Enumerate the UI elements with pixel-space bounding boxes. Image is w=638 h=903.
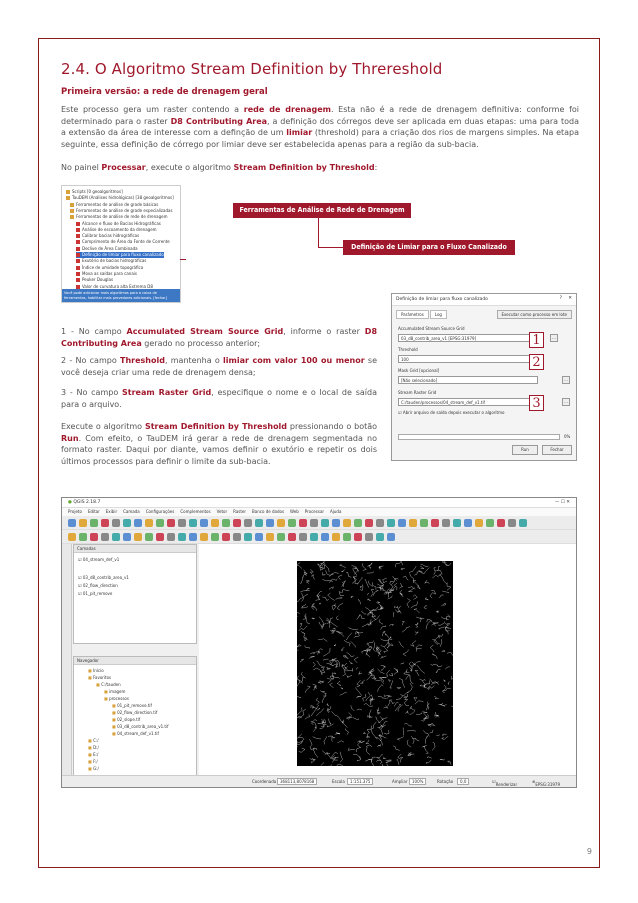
tree-item-label: Scripts [0 geoalgoritmos] [72,189,123,194]
folder-icon: ■ [88,752,92,757]
run-button[interactable]: Run [512,445,538,455]
menu-item[interactable]: Editar [87,509,100,514]
browser-item-label: 02_slope.tif [117,717,141,722]
threshold-field[interactable]: 100 [398,355,538,363]
toolbar-tool-icon[interactable] [343,533,351,541]
folder-icon: ■ [112,724,116,729]
toolbar-tool-icon[interactable] [167,533,175,541]
tree-item[interactable] [66,189,123,195]
toolbar-tool-icon[interactable] [420,519,428,527]
tab-log[interactable]: Log [430,310,447,319]
algorithm-icon [76,266,80,270]
open-output-checkbox[interactable]: ☑ Abrir arquivo de saída depois executar o algoritmo [398,410,505,415]
rotation-label: Rotação [437,779,454,784]
algorithm-icon [76,278,80,282]
scale-field[interactable]: 1:151.375 [347,778,373,785]
browser-item[interactable] [104,689,125,694]
toolbar-tool-icon[interactable] [79,533,87,541]
toolbar-tool-icon[interactable] [123,519,131,527]
label-accumulated: Accumulated Stream Source Grid [398,326,465,331]
tree-item-label: Valor de curvatura alta Extrema D8 [82,283,153,289]
browser-item-label: G:/ [93,766,99,771]
toolbar-tool-icon[interactable] [156,519,164,527]
tree-item-label: Exutório de bacias hidrográficas [82,258,147,264]
layer-label: 03_d8_contrib_area_v1 [82,575,129,580]
browser-item-label: E:/ [93,752,99,757]
menu-item[interactable]: Raster [233,509,247,514]
tree-item[interactable] [70,214,168,220]
tab-parametros[interactable]: Parâmetros [396,310,429,319]
algorithm-icon [70,203,74,207]
algorithm-icon [66,196,70,200]
help-icon[interactable]: ? [559,296,562,301]
browser-item[interactable] [104,696,129,701]
browser-item[interactable] [112,710,157,715]
callout-connector [318,247,344,248]
scale-label: Escala [332,779,345,784]
status-bar [62,775,576,787]
menu-item[interactable]: Web [290,509,299,514]
algorithm-icon [70,209,74,213]
render-checkbox[interactable]: ☑ Renderizar [492,779,518,787]
toolbar-tool-icon[interactable] [497,519,505,527]
browser-item-label: 03_d8_contrib_area_v1.tif [117,724,169,729]
layers-panel-title: Camadas [74,545,196,553]
tree-item-label: Ferramentas de análise de rede de drenagem [76,214,168,220]
layers-panel [73,544,197,644]
folder-icon: ■ [104,696,108,701]
qgis-menubar [62,508,576,516]
accumulated-field[interactable]: 03_d8_contrib_area_v1 [EPSG:31979] [398,334,538,342]
browser-item[interactable] [96,682,121,687]
browser-item-label: Início [93,668,104,673]
algorithm-icon [76,272,80,276]
processing-tree-screenshot [61,185,181,303]
browser-item-label: F:/ [93,759,98,764]
tree-item-label: Ferramentas de análise de grade básicas [76,201,159,207]
qgis-toolbar-2 [62,530,576,544]
folder-icon: ■ [112,710,116,715]
toolbar-tool-icon[interactable] [244,533,252,541]
checkbox-icon[interactable]: ☑ [78,575,82,580]
dialog-title: Definição de limiar para fluxo canalizado ? ✕ [392,294,576,306]
toolbar-tool-icon[interactable] [90,533,98,541]
qgis-title: ● QGIS 2.18.7 — ☐ ✕ [62,498,576,508]
stream-raster-field[interactable]: C:/tauden/processos/04_stream_def_v1.tif [398,398,538,406]
toolbar-tool-icon[interactable] [178,519,186,527]
toolbar-tool-icon[interactable] [134,519,142,527]
algorithm-dialog [391,293,577,461]
folder-icon: ■ [88,738,92,743]
folder-icon: ■ [112,703,116,708]
folder-icon: ■ [104,689,108,694]
tree-item-label: Alcance e fluxo de Bacias Hidrográficas [82,220,161,226]
toolbar-tool-icon[interactable] [288,519,296,527]
toolbar-tool-icon[interactable] [101,519,109,527]
mask-field[interactable]: [Não selecionado] [398,376,538,384]
toolbar-tool-icon[interactable] [222,519,230,527]
tree-item[interactable] [76,233,139,239]
toolbar-tool-icon[interactable] [442,519,450,527]
toolbar-tool-icon[interactable] [387,519,395,527]
label-stream-raster: Stream Raster Grid [398,390,437,395]
folder-icon: ■ [96,682,100,687]
menu-item[interactable]: Vetor [216,509,228,514]
toolbar-tool-icon[interactable] [167,519,175,527]
folder-icon: ■ [112,717,116,722]
badge-2: 2 [529,354,544,370]
toolbar-tool-icon[interactable] [310,533,318,541]
menu-item[interactable]: Processar [304,509,325,514]
browser-item-label: D:/ [93,745,99,750]
map-canvas[interactable] [199,544,577,776]
browser-item-label: 01_pit_remove.tif [117,703,152,708]
callout-connector [180,259,186,260]
menu-item[interactable]: Banco de dados [252,509,285,514]
toolbar-tool-icon[interactable] [90,519,98,527]
tree-item-label: Calibrar bacias hidrográficas [82,233,140,239]
stream-lines [297,561,453,766]
algorithm-icon [76,259,80,263]
toolbar-tool-icon[interactable] [277,533,285,541]
tree-item-label: Análise de escoamento da drenagem [82,226,157,232]
browser-item[interactable] [88,745,99,750]
toolbar-tool-icon[interactable] [365,533,373,541]
layer-label: 02_flow_direction [82,583,118,588]
browser-item[interactable] [88,766,99,771]
qgis-toolbar-1 [62,516,576,530]
tree-item[interactable] [76,271,137,277]
toolbar-tool-icon[interactable] [68,533,76,541]
menu-item[interactable]: Complementos [180,509,211,514]
toolbar-tool-icon[interactable] [277,519,285,527]
layer-item[interactable] [78,583,118,588]
toolbar-tool-icon[interactable] [332,519,340,527]
menu-item[interactable]: Configurações [145,509,175,514]
progress-percent: 0% [564,434,571,439]
menu-item[interactable]: Exibir [105,509,118,514]
close-icon[interactable]: ✕ [568,296,572,301]
toolbar-tool-icon[interactable] [299,533,307,541]
algorithm-icon [70,215,74,219]
toolbar-tool-icon[interactable] [68,519,76,527]
toolbar-tool-icon[interactable] [299,519,307,527]
browse-button[interactable]: … [552,335,556,340]
toolbar-tool-icon[interactable] [112,533,120,541]
algorithm-icon [76,247,80,251]
batch-button[interactable]: Executar como processo em lote [497,310,572,319]
browser-item-label: 02_flow_direction.tif [117,710,158,715]
toolbar-tool-icon[interactable] [145,533,153,541]
toolbar-tool-icon[interactable] [288,533,296,541]
label-mask: Mask Grid [opcional] [398,368,440,373]
drainage-network [297,561,453,766]
toolbar-tool-icon[interactable] [266,519,274,527]
zoom-field[interactable]: 100% [409,778,426,785]
checkbox-icon[interactable]: ☑ [78,591,82,596]
tree-item-label: Mova as saídas para canais [82,270,137,276]
menu-item[interactable]: Ajuda [330,509,342,514]
toolbar-tool-icon[interactable] [266,533,274,541]
toolbar-tool-icon[interactable] [453,519,461,527]
toolbar-tool-icon[interactable] [222,533,230,541]
window-controls[interactable]: — ☐ ✕ [554,500,570,505]
menu-item[interactable]: Projeto [68,509,82,514]
browse-button[interactable]: … [564,377,568,382]
browser-item-label: 04_stream_def_v1.tif [117,731,159,736]
toolbar-tool-icon[interactable] [233,519,241,527]
toolbar-tool-icon[interactable] [398,519,406,527]
tree-item[interactable] [66,195,174,201]
tree-item[interactable] [76,277,113,283]
browser-item-label: imagem [109,689,126,694]
tree-footer-note: Você pode adicionar mais algoritmos para a caixa de ferramentas, habilitar mais provedores adicionais. [fechar] [62,289,181,302]
callout-ferramentas: Ferramentas de Análise de Rede de Drenagem [233,203,411,218]
browser-item[interactable] [88,675,111,680]
toolbar-tool-icon[interactable] [211,519,219,527]
crs-button[interactable]: ⊕ EPSG:31979 [532,779,561,787]
toolbar-tool-icon[interactable] [156,533,164,541]
tree-item[interactable] [76,221,161,227]
toolbar-tool-icon[interactable] [376,533,384,541]
toolbar-tool-icon[interactable] [486,519,494,527]
step-2: 2 - No campo Threshold, mantenha o limiar com valor 100 ou menor se você deseja criar uma rede de drenagem densa; [61,356,377,377]
tree-item[interactable] [76,239,170,245]
toolbar-tool-icon[interactable] [255,519,263,527]
toolbar-tool-icon[interactable] [189,519,197,527]
step-3: 3 - No campo Stream Raster Grid, especifique o nome e o local de saída para o arquivo. [61,388,377,409]
toolbar-tool-icon[interactable] [200,533,208,541]
toolbar-tool-icon[interactable] [343,519,351,527]
page-title: 2.4. O Algoritmo Stream Definition by Threreshold [61,60,443,78]
callout-connector [318,218,319,247]
folder-icon: ■ [112,731,116,736]
step-run: Execute o algoritmo Stream Definition by Threshold pressionando o botão Run. Com efeito, o TauDEM irá gerar a rede de drenagem segmentada no formato raster. Daqui por diante, vamos definir o exutório e repetir os dois últimos processos para definir o limite da sub-bacia. [61,422,378,466]
checkbox-icon[interactable]: ☑ [78,557,82,562]
toolbar-tool-icon[interactable] [79,519,87,527]
callout-definicao: Definição de Limiar para o Fluxo Canalizado [343,240,515,255]
algorithm-icon [76,240,80,244]
qgis-left-toolbar [62,544,72,776]
browser-item-label: C:/ [93,738,99,743]
algorithm-icon [76,285,80,289]
tree-item-label: Comprimento de Área da Fonte de Corrente [82,239,170,245]
toolbar-tool-icon[interactable] [354,533,362,541]
tree-item-label: Peuker Douglas [82,277,114,283]
toolbar-tool-icon[interactable] [387,533,395,541]
intro-paragraph: Este processo gera um raster contendo a rede de drenagem. Esta não é a rede de drenagem definitiva: conforme foi determinado para o raster D8 Contributing Area, a definição dos córregos deve ser aplicada em duas etapas: uma para toda a extensão da área de interesse com a definção de um limiar (threshold) para a criação dos rios de margens simples. Na etapa seguinte, essa definição de córrego por limiar deve ser estabelecida apenas para a região da sub-bacia. [61,105,580,149]
tree-item-label: Ferramentas de análise de grade especializadas [76,207,173,213]
checkbox-icon[interactable]: ☑ [78,583,82,588]
zoom-label: Ampliar [392,779,408,784]
progress-bar [398,434,560,440]
toolbar-tool-icon[interactable] [464,519,472,527]
page-number: 9 [586,847,592,856]
toolbar-tool-icon[interactable] [519,519,527,527]
section-subtitle: Primeira versão: a rede de drenagem geral [61,87,268,97]
toolbar-tool-icon[interactable] [409,519,417,527]
label-threshold: Threshold [398,347,418,352]
toolbar-tool-icon[interactable] [321,533,329,541]
toolbar-tool-icon[interactable] [475,519,483,527]
tree-item-label: Declive de Área Combinada [82,245,138,251]
algorithm-icon [76,234,80,238]
toolbar-tool-icon[interactable] [332,533,340,541]
browser-item[interactable] [112,703,152,708]
browser-item-label: C:/tauden [101,682,121,687]
layer-item[interactable] [78,591,112,596]
browser-item[interactable] [88,759,98,764]
tree-item[interactable] [76,246,138,252]
panel-instruction: No painel Processar, execute o algoritmo Stream Definition by Threshold: [61,163,378,172]
toolbar-tool-icon[interactable] [244,519,252,527]
toolbar-tool-icon[interactable] [321,519,329,527]
rotation-field[interactable]: 0,0 [457,778,469,785]
toolbar-tool-icon[interactable] [376,519,384,527]
toolbar-tool-icon[interactable] [310,519,318,527]
browser-panel-title: Navegador [74,657,196,665]
stream-raster-image [297,561,453,766]
browser-item[interactable] [88,752,98,757]
browser-item-label: processos [109,696,129,701]
coord-label: Coordenada [252,779,277,784]
menu-item[interactable]: Camada [123,509,140,514]
algorithm-icon [76,222,80,226]
tree-item[interactable] [76,258,146,264]
toolbar-tool-icon[interactable] [233,533,241,541]
coord-field[interactable]: 368113,8078168 [277,778,317,785]
algorithm-icon [76,253,80,257]
badge-3: 3 [529,395,544,411]
folder-icon: ■ [88,759,92,764]
toolbar-tool-icon[interactable] [354,519,362,527]
toolbar-tool-icon[interactable] [365,519,373,527]
tree-item[interactable] [76,227,157,233]
tree-item-label: Índice de umidade topográfica [82,264,144,270]
layer-item[interactable] [78,557,119,562]
toolbar-tool-icon[interactable] [101,533,109,541]
browser-item[interactable] [112,717,140,722]
toolbar-tool-icon[interactable] [123,533,131,541]
folder-icon: ■ [88,675,92,680]
tree-item[interactable] [76,252,164,258]
toolbar-tool-icon[interactable] [255,533,263,541]
toolbar-tool-icon[interactable] [211,533,219,541]
folder-icon: ■ [88,766,92,771]
toolbar-tool-icon[interactable] [189,533,197,541]
browser-item-label: Favoritos [93,675,112,680]
algorithm-icon [76,228,80,232]
algorithm-icon [66,190,70,194]
toolbar-tool-icon[interactable] [508,519,516,527]
tree-item-label: TauDEM (Análises hidrológicas) [38 geoalgoritmos] [72,195,174,201]
toolbar-tool-icon[interactable] [431,519,439,527]
qgis-window [61,497,577,788]
tree-item[interactable] [70,208,173,214]
folder-icon: ■ [88,745,92,750]
dialog-tabs [396,310,448,319]
toolbar-tool-icon[interactable] [134,533,142,541]
close-button[interactable]: Fechar [542,445,572,455]
toolbar-tool-icon[interactable] [145,519,153,527]
browser-item[interactable] [88,668,104,673]
layer-item[interactable] [78,575,129,580]
browser-item[interactable] [112,724,168,729]
toolbar-tool-icon[interactable] [112,519,120,527]
tree-item[interactable] [76,265,143,271]
layer-label: 04_stream_def_v1 [82,557,120,562]
browse-button[interactable]: … [564,399,568,404]
toolbar-tool-icon[interactable] [200,519,208,527]
badge-1: 1 [529,332,544,348]
browser-panel [73,656,197,776]
folder-icon: ■ [88,668,92,673]
toolbar-tool-icon[interactable] [178,533,186,541]
tree-item-label: Definição de limiar para fluxo canalizado [82,252,164,257]
tree-item[interactable] [70,202,158,208]
layer-label: 01_pit_remove [82,591,113,596]
browser-item[interactable] [88,738,99,743]
step-1: 1 - No campo Accumulated Stream Source Grid, informe o raster D8 Contributing Area gerado no processo anterior; [61,327,378,348]
browser-item[interactable] [112,731,159,736]
